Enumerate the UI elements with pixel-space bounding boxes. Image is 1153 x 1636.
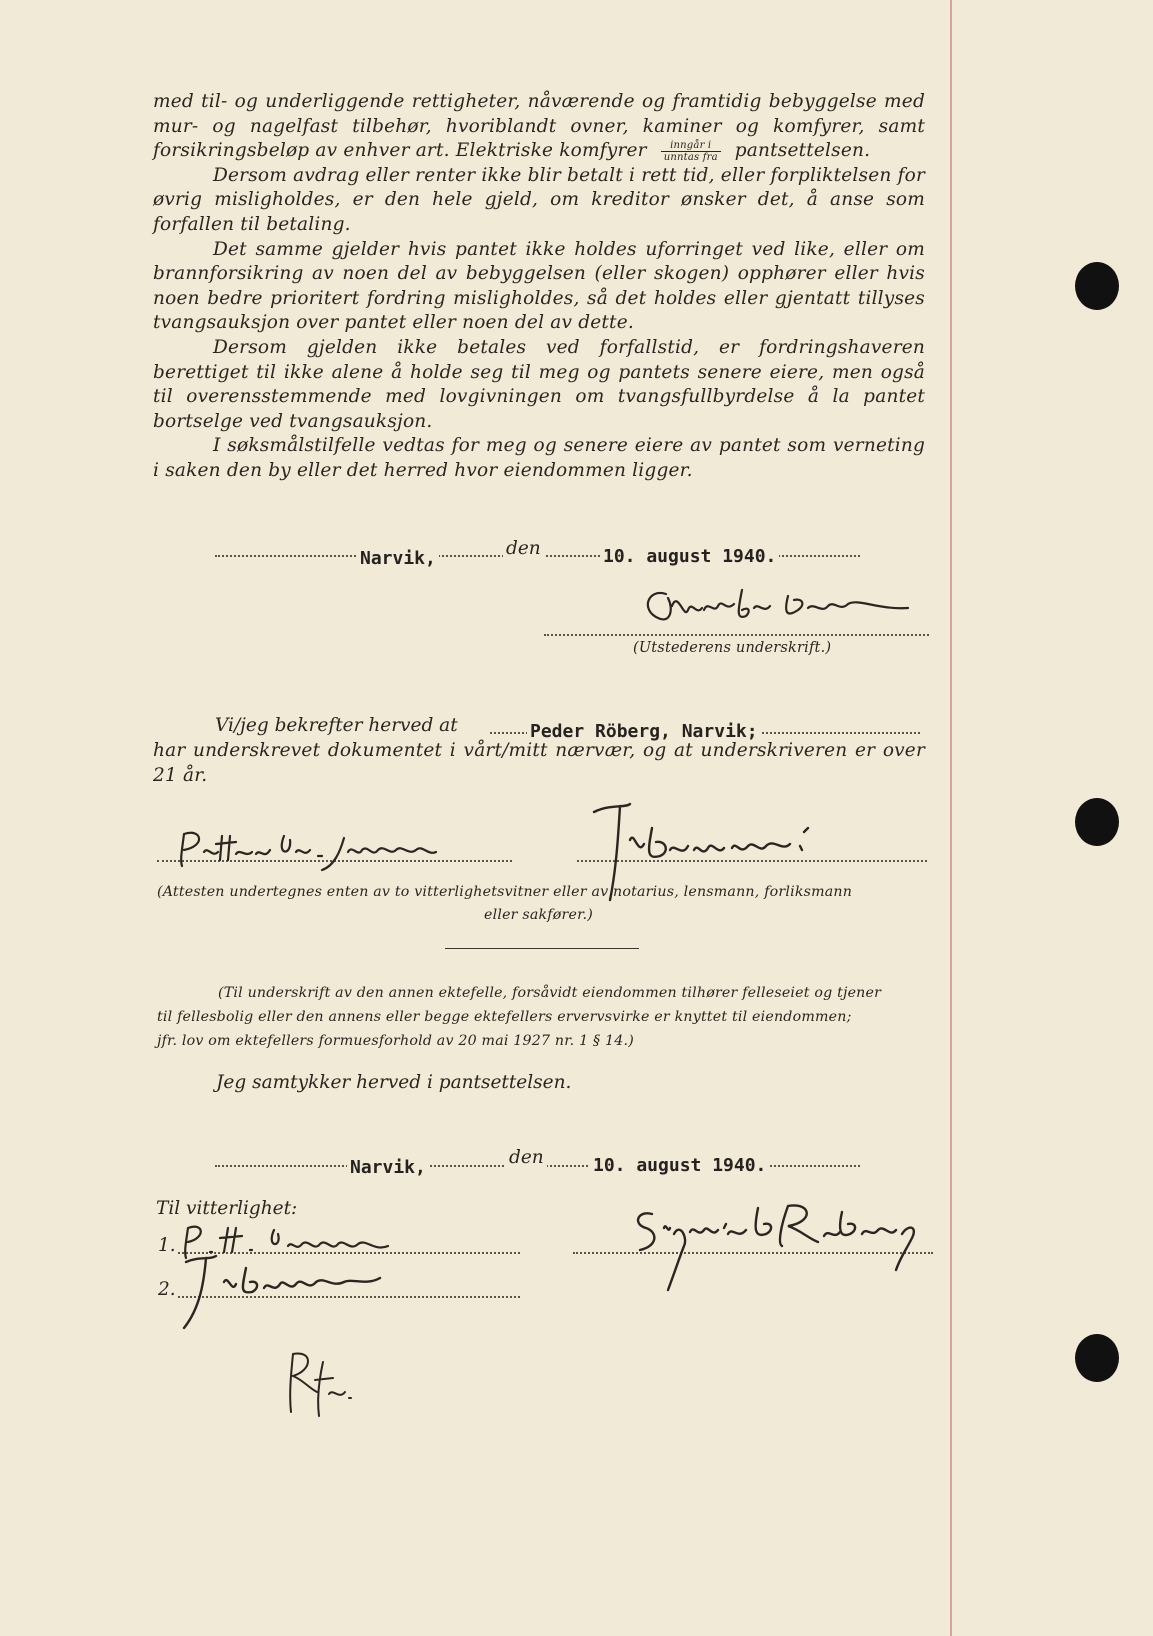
witness-signature-left	[172, 826, 472, 880]
spouse-note-line2: til fellesbolig eller den annens eller begge ektefellers ervervsvirke er knyttet til eiendommen;	[157, 1009, 852, 1025]
attest-note-line2: eller sakfører.)	[484, 907, 593, 923]
consent-text: Jeg samtykker herved i pantsettelsen.	[213, 1072, 574, 1093]
fraction-choice: $\frac{\text{inngår i}}{\text{unntas fra}}$	[661, 140, 721, 163]
attest-note-line1: (Attesten undertegnes enten av to vitterlighetsvitner eller av notarius, lensmann, forliksmann	[157, 884, 853, 900]
body-text	[153, 90, 925, 484]
registration-initials	[283, 1350, 363, 1424]
place-typed: Narvik,	[357, 548, 439, 569]
paragraph-2: Dersom avdrag eller renter ikke blir betalt i rett tid, eller forpliktelsen for øvrig misligholdes, er den hele gjeld, om kreditor ønsker det, å anse som forfallen til betaling.	[153, 164, 925, 235]
spouse-signature	[628, 1198, 948, 1302]
section-divider	[445, 948, 639, 949]
paragraph-1: med til- og underliggende rettigheter, nåværende og framtidig bebyggelse med mur- og nagelfast tilbehør, hvoriblandt ovner, kaminer og komfyrer, samt forsikringsbeløp av enhver art. Elektriske komfyrer $\frac{\text{inngår i}}{\text{unntas fra}}$ pantsettelsen.	[153, 91, 925, 163]
paragraph-4: Dersom gjelden ikke betales ved forfallstid, er fordringshaveren berettiget til ikke alene å holde seg til meg og pantets senere eiere, men også til overensstemmende med lovgivningen om tvangsfullbyrdelse å la pantet bortselge ved tvangsauksjon.	[153, 336, 925, 432]
confirm-text: har underskrevet dokumentet i vårt/mitt nærvær, og at underskriveren er over 21 år.	[153, 740, 925, 786]
paragraph-3: Det samme gjelder hvis pantet ikke holdes uforringet ved like, eller om brannforsikring av noen del av bebyggelsen (eller skogen) opphører eller hvis noen bedre prioritert fordring misligholdes, så det holdes eller gjentatt tillyses tvangsauksjon over pantet eller noen del av dette.	[153, 238, 925, 334]
punch-hole	[1075, 1334, 1119, 1382]
confirm-name-typed: Peder Röberg, Narvik;	[527, 721, 761, 742]
paragraph-5: I søksmålstilfelle vedtas for meg og senere eiere av pantet som verneting i saken den by eller det herred hvor eiendommen ligger.	[153, 435, 925, 481]
date-typed: 10. august 1940.	[600, 546, 779, 567]
margin-rule	[950, 0, 952, 1636]
spouse-note-line1: (Til underskrift av den annen ektefelle, forsåvidt eiendommen tilhører felleseiet og tjener	[218, 985, 882, 1001]
witness-number-2: 2.	[158, 1279, 176, 1300]
witness-2-signature	[180, 1252, 430, 1346]
witness-number-1: 1.	[158, 1235, 176, 1256]
issuer-signature-label: (Utstederens underskrift.)	[633, 640, 832, 656]
den-label-2: den	[506, 1147, 547, 1168]
confirm-prefix: Vi/jeg bekrefter herved at	[212, 715, 461, 736]
spouse-note-line3: jfr. lov om ektefellers formuesforhold av 20 mai 1927 nr. 1 § 14.)	[157, 1033, 634, 1049]
punch-hole	[1075, 262, 1119, 310]
punch-hole	[1075, 798, 1119, 846]
issuer-signature-line	[544, 634, 929, 636]
witness-signature-right	[590, 800, 860, 924]
witness-heading: Til vitterlighet:	[156, 1198, 298, 1219]
den-label: den	[503, 538, 544, 559]
place-typed-2: Narvik,	[347, 1157, 429, 1178]
date-typed-2: 10. august 1940.	[590, 1155, 769, 1176]
